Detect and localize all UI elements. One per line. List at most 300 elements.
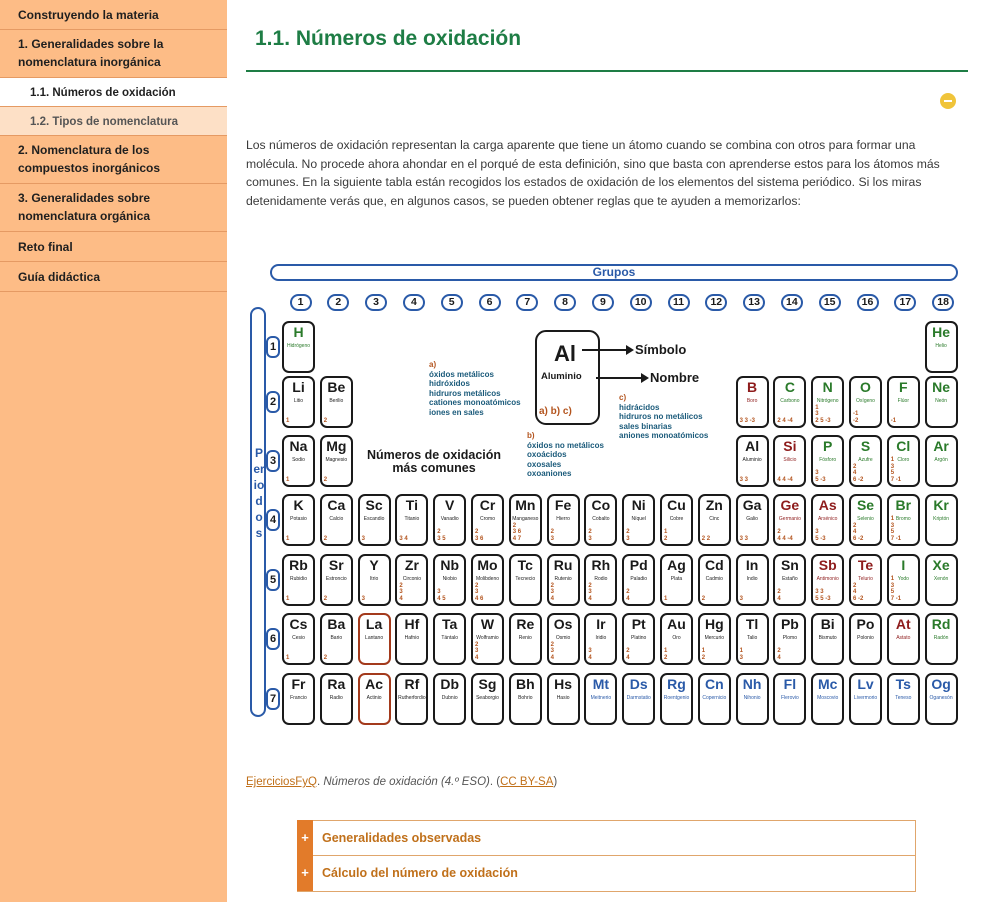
element-oxidation-states: 2	[323, 595, 328, 602]
element-oxidation-states: 3 3	[739, 535, 748, 542]
element-name: Dubnio	[441, 695, 458, 701]
group-number: 6	[479, 294, 501, 311]
element-name: Polonio	[857, 635, 874, 641]
element-symbol: I	[901, 557, 906, 573]
element-symbol: Pd	[629, 557, 648, 573]
element-oxidation-states: 1 3	[739, 648, 743, 661]
element-symbol: Sg	[478, 676, 497, 692]
element-oxidation-states: 1 3 2 5 -3	[815, 404, 831, 424]
element-name: Plata	[670, 576, 683, 582]
element-name: Nitrógeno	[816, 398, 839, 404]
element-oxidation-states: 2 4 6 -2	[853, 522, 864, 542]
element-cell	[811, 435, 844, 487]
element-name: Estroncio	[325, 576, 347, 582]
period-number: 1	[266, 336, 280, 358]
element-oxidation-states: 3	[361, 595, 365, 602]
group-number: 12	[705, 294, 727, 311]
credit-title: Números de oxidación (4.º ESO)	[323, 776, 490, 788]
element-name: Platino	[631, 635, 647, 641]
credit-separator: . (	[489, 776, 501, 788]
note-b	[527, 431, 604, 479]
element-symbol: Og	[931, 676, 951, 692]
note-c-line: aniones monoatómicos	[619, 431, 709, 440]
element-cell	[395, 613, 428, 665]
element-oxidation-states: 3	[361, 535, 365, 542]
element-cell	[471, 673, 504, 725]
element-oxidation-states: 2	[701, 595, 706, 602]
element-oxidation-states: 1 3 5 7 -1	[890, 576, 902, 602]
element-symbol: Db	[440, 676, 460, 692]
element-oxidation-states: 2 4	[777, 589, 781, 602]
element-name: Bismuto	[818, 635, 837, 641]
element-name: Iridio	[595, 635, 607, 641]
element-oxidation-states: 2 3 6	[475, 529, 484, 542]
element-name: Bromo	[895, 516, 911, 522]
element-name: Xenón	[933, 576, 949, 582]
period-number: 2	[266, 391, 280, 413]
sidebar-item-numeros-de-oxidacion[interactable]: 1.1. Números de oxidación	[0, 78, 227, 107]
element-oxidation-states: 1	[286, 417, 290, 424]
element-cell	[811, 613, 844, 665]
element-name: Osmio	[555, 635, 571, 641]
element-oxidation-states: 1	[286, 654, 290, 661]
sidebar-item-construyendo-la-materia[interactable]: Construyendo la materia	[0, 0, 227, 30]
element-cell	[811, 673, 844, 725]
element-symbol: Ca	[327, 497, 346, 513]
element-name: Litio	[293, 398, 304, 404]
element-symbol: Li	[292, 379, 305, 395]
note-b-head: b)	[527, 431, 535, 440]
element-oxidation-states: 3	[739, 595, 743, 602]
element-cell	[547, 613, 580, 665]
element-name: Berilio	[329, 398, 344, 404]
element-oxidation-states: 2 2	[701, 535, 711, 542]
element-cell	[471, 613, 504, 665]
element-symbol: Po	[856, 616, 875, 632]
element-symbol: Lv	[857, 676, 874, 692]
element-cell	[509, 554, 542, 606]
element-symbol: Hs	[554, 676, 573, 692]
element-name: Roentgenio	[663, 695, 690, 701]
element-oxidation-states: 1	[664, 595, 668, 602]
accordion-label[interactable]: Generalidades observadas	[322, 831, 482, 845]
element-symbol: Zr	[404, 557, 419, 573]
element-cell	[887, 673, 920, 725]
element-symbol: W	[480, 616, 495, 632]
element-cell	[736, 494, 769, 546]
element-name: Antimonio	[816, 576, 839, 582]
element-oxidation-states: 3 3 -3	[739, 417, 755, 424]
element-oxidation-states: 1 2	[664, 529, 668, 542]
element-symbol: Y	[369, 557, 379, 573]
element-cell	[320, 376, 353, 428]
symbol-arrow-head	[626, 345, 634, 355]
element-symbol: Si	[783, 438, 797, 454]
element-name: Rodio	[594, 576, 608, 582]
element-oxidation-states: 3 4	[399, 535, 408, 542]
credit-license-link[interactable]: CC BY-SA	[500, 776, 554, 788]
plus-icon[interactable]: +	[297, 820, 313, 856]
groups-header: Grupos	[270, 264, 958, 281]
element-oxidation-states: 1	[286, 595, 290, 602]
group-number: 1	[290, 294, 312, 311]
sidebar-item-reto-final[interactable]: Reto final	[0, 232, 227, 262]
accordion	[297, 820, 916, 892]
element-symbol: Te	[857, 557, 874, 573]
element-name: Escandio	[363, 516, 385, 522]
element-symbol: Ga	[742, 497, 762, 513]
element-symbol: O	[860, 379, 871, 395]
element-cell	[811, 494, 844, 546]
element-cell	[698, 613, 731, 665]
group-number: 16	[857, 294, 879, 311]
element-symbol: Mo	[477, 557, 498, 573]
group-number: 3	[365, 294, 387, 311]
element-oxidation-states: 2 4	[777, 648, 781, 661]
element-cell	[925, 435, 958, 487]
element-oxidation-states: 1 3 5 7 -1	[890, 516, 902, 542]
element-oxidation-states: 2 4 6 -2	[853, 463, 864, 483]
element-symbol: Ge	[780, 497, 800, 513]
element-oxidation-states: 1	[286, 476, 290, 483]
example-oxidation-keys: a) b) c)	[539, 406, 572, 417]
element-name: Argón	[934, 457, 948, 463]
element-oxidation-states: 2 3	[588, 529, 592, 542]
sidebar-item-nomenclatura-compuestos-inorganicos[interactable]: 2. Nomenclatura de los compuestos inorgánicos	[0, 136, 227, 184]
element-name: Manganeso	[512, 516, 539, 522]
element-symbol: Mg	[326, 438, 347, 454]
element-name: Hafnio	[404, 635, 420, 641]
element-cell	[773, 376, 806, 428]
element-name: Seaborgio	[476, 695, 499, 701]
element-name: Arsénico	[817, 516, 838, 522]
element-cell	[925, 554, 958, 606]
element-name: Cinc	[709, 516, 720, 522]
element-symbol: As	[818, 497, 837, 513]
element-symbol: K	[293, 497, 304, 513]
element-symbol: Ir	[596, 616, 606, 632]
element-cell	[925, 321, 958, 373]
accordion-item-generalidades[interactable]	[297, 820, 916, 856]
element-oxidation-states: 2	[323, 417, 328, 424]
element-name: Germanio	[778, 516, 801, 522]
element-name: Estaño	[782, 576, 798, 582]
element-cell	[547, 673, 580, 725]
element-symbol: Ta	[442, 616, 458, 632]
element-cell	[736, 554, 769, 606]
element-symbol: Ru	[553, 557, 573, 573]
element-symbol: In	[745, 557, 759, 573]
element-cell	[320, 554, 353, 606]
group-number: 4	[403, 294, 425, 311]
element-cell	[358, 494, 391, 546]
element-name: Selenio	[857, 516, 874, 522]
element-oxidation-states: 3 3	[739, 476, 748, 483]
symbol-label: Símbolo	[635, 342, 687, 357]
element-symbol: N	[822, 379, 833, 395]
sidebar-item-guia-didactica[interactable]: Guía didáctica	[0, 262, 227, 292]
element-name: Fósforo	[819, 457, 837, 463]
element-name: Oxígeno	[856, 398, 875, 404]
credit-separator: )	[553, 776, 558, 788]
sidebar	[0, 0, 227, 902]
element-cell	[660, 554, 693, 606]
element-cell	[811, 376, 844, 428]
element-name: Renio	[518, 635, 532, 641]
element-symbol: Cd	[704, 557, 724, 573]
credit-author-link[interactable]: EjerciciosFyQ	[246, 776, 317, 788]
element-symbol: Se	[856, 497, 875, 513]
element-symbol: Sb	[818, 557, 837, 573]
element-symbol: Ra	[327, 676, 346, 692]
element-name: Lantano	[365, 635, 384, 641]
element-name: Oro	[672, 635, 681, 641]
element-name: Calcio	[329, 516, 344, 522]
element-name: Nihonio	[743, 695, 761, 701]
note-a-line: hidruros metálicos	[429, 388, 501, 398]
element-name: Vanadio	[440, 516, 459, 522]
element-symbol: Tc	[517, 557, 533, 573]
element-cell	[358, 554, 391, 606]
sidebar-item-generalidades-nomenclatura-inorganica[interactable]: 1. Generalidades sobre la nomenclatura inorgánica	[0, 30, 227, 78]
note-a-line: hidróxidos	[429, 379, 470, 388]
element-name: Astato	[896, 635, 911, 641]
element-cell	[773, 613, 806, 665]
element-oxidation-states: 3 3 5 5 -3	[815, 589, 831, 602]
element-oxidation-states: 3 4 5	[437, 589, 446, 602]
element-cell	[358, 613, 391, 665]
element-name: Tecnecio	[515, 576, 536, 582]
element-cell	[736, 613, 769, 665]
element-name: Indio	[746, 576, 758, 582]
period-number: 6	[266, 628, 280, 650]
element-oxidation-states: 1 2	[664, 648, 668, 661]
element-cell	[887, 554, 920, 606]
element-oxidation-states: 2 4 4 -4	[777, 529, 793, 542]
element-name: Francio	[290, 695, 307, 701]
element-name: Radón	[933, 635, 949, 641]
note-c-line: hidrácidos	[619, 402, 660, 412]
element-symbol: Fr	[291, 676, 306, 692]
element-cell	[698, 673, 731, 725]
element-name: Itrio	[369, 576, 379, 582]
element-name: Galio	[746, 516, 758, 522]
element-oxidation-states: -1 -2	[853, 411, 859, 424]
note-c-line: sales binarias	[619, 421, 672, 431]
element-name: Actinio	[366, 695, 382, 701]
element-oxidation-states: -1	[890, 417, 897, 424]
element-symbol: Ne	[932, 379, 951, 395]
element-oxidation-states: 2 3 4	[550, 641, 554, 661]
element-oxidation-states: 2 4 6 -2	[853, 582, 864, 602]
element-oxidation-states: 2 3 5	[437, 529, 446, 542]
note-a-head: a)	[429, 360, 437, 369]
element-symbol: Co	[591, 497, 611, 513]
element-name: Helio	[935, 343, 947, 349]
element-symbol: Na	[289, 438, 308, 454]
element-symbol: Ni	[631, 497, 646, 513]
element-cell	[433, 494, 466, 546]
element-cell	[320, 494, 353, 546]
element-symbol: Ac	[365, 676, 384, 692]
element-cell	[584, 494, 617, 546]
note-c-line: hidruros no metálicos	[619, 412, 703, 421]
element-name: Oganesón	[929, 695, 953, 701]
element-cell	[395, 673, 428, 725]
element-symbol: Ag	[667, 557, 686, 573]
element-symbol: Ba	[327, 616, 346, 632]
element-cell	[849, 673, 882, 725]
element-symbol: Tl	[745, 616, 759, 632]
element-oxidation-states: 3 4	[588, 648, 592, 661]
element-symbol: Hg	[704, 616, 724, 632]
element-cell	[622, 673, 655, 725]
element-name: Darmstatio	[626, 695, 651, 701]
element-name: Cadmio	[705, 576, 723, 582]
element-cell	[736, 376, 769, 428]
element-symbol: Br	[895, 497, 912, 513]
element-name: Bario	[330, 635, 343, 641]
element-symbol: S	[860, 438, 871, 454]
note-a-line: óxidos metálicos	[429, 369, 494, 379]
element-cell	[433, 554, 466, 606]
plus-icon[interactable]: +	[297, 855, 313, 891]
element-cell	[698, 554, 731, 606]
element-oxidation-states: 2 3 4	[475, 641, 479, 661]
periods-label: Periodos	[253, 446, 265, 540]
element-symbol: Sc	[365, 497, 383, 513]
element-name: Meitnerio	[590, 695, 612, 701]
element-name: Aluminio	[742, 457, 762, 463]
element-symbol: Cs	[289, 616, 308, 632]
note-a-line: cationes monoatómicos	[429, 398, 521, 407]
element-symbol: Al	[745, 438, 760, 454]
element-name: Molibdeno	[475, 576, 500, 582]
sidebar-item-tipos-de-nomenclatura[interactable]: 1.2. Tipos de nomenclatura	[0, 107, 227, 136]
sidebar-item-generalidades-nomenclatura-organica[interactable]: 3. Generalidades sobre nomenclatura orgánica	[0, 184, 227, 232]
symbol-arrow-line	[582, 349, 627, 351]
element-name: Livermorio	[853, 695, 878, 701]
group-number: 7	[516, 294, 538, 311]
element-symbol: Bh	[515, 676, 535, 692]
element-symbol: La	[365, 616, 383, 632]
element-oxidation-states: 2 3	[626, 529, 630, 542]
element-cell	[887, 376, 920, 428]
element-name: Mercurio	[704, 635, 725, 641]
element-name: Hidrógeno	[286, 343, 311, 349]
element-name: Rutherfordio	[398, 695, 426, 701]
title-divider	[246, 70, 968, 72]
element-symbol: Nb	[440, 557, 460, 573]
element-cell	[622, 613, 655, 665]
element-oxidation-states: 3 5 -3	[815, 529, 826, 542]
element-cell	[547, 554, 580, 606]
element-name: Potasio	[290, 516, 307, 522]
element-name: Telurio	[858, 576, 873, 582]
element-symbol: B	[747, 379, 758, 395]
page-title: 1.1. Números de oxidación	[255, 27, 522, 50]
element-cell	[887, 435, 920, 487]
element-cell	[395, 554, 428, 606]
element-name: Bohrio	[518, 695, 533, 701]
element-cell	[509, 494, 542, 546]
element-cell	[849, 494, 882, 546]
element-name: Neón	[935, 398, 948, 404]
element-cell	[433, 613, 466, 665]
element-symbol: Nh	[742, 676, 762, 692]
group-number: 15	[819, 294, 841, 311]
element-cell	[773, 435, 806, 487]
element-oxidation-states: 2	[323, 476, 328, 483]
element-cell	[547, 494, 580, 546]
element-oxidation-states: 2	[323, 535, 328, 542]
element-oxidation-states: 2 3 4 6	[475, 582, 484, 602]
note-c	[619, 393, 708, 441]
element-name: Silicio	[783, 457, 797, 463]
element-name: Cobalto	[592, 516, 610, 522]
element-name: Cesio	[292, 635, 305, 641]
name-arrow-head	[641, 373, 649, 383]
element-cell	[736, 673, 769, 725]
note-a-line: iones en sales	[429, 407, 484, 417]
element-name: Hasio	[556, 695, 570, 701]
element-oxidation-states: 3 5 -3	[815, 470, 826, 483]
element-oxidation-states: 1 3 5 7 -1	[890, 457, 902, 483]
element-cell	[849, 435, 882, 487]
element-symbol: Zn	[705, 497, 723, 513]
element-symbol: Sn	[780, 557, 799, 573]
element-symbol: Pt	[631, 616, 646, 632]
element-name: Níquel	[631, 516, 646, 522]
collapse-minus-icon[interactable]	[940, 93, 956, 109]
period-number: 7	[266, 688, 280, 710]
element-symbol: He	[932, 324, 951, 340]
element-symbol: Rd	[931, 616, 951, 632]
element-symbol: Hf	[404, 616, 420, 632]
element-cell	[660, 613, 693, 665]
element-name: Moscovio	[817, 695, 839, 701]
element-cell	[320, 613, 353, 665]
element-name: Paladio	[630, 576, 648, 582]
element-cell	[773, 673, 806, 725]
element-symbol: Xe	[932, 557, 950, 573]
accordion-item-calculo[interactable]	[297, 856, 916, 892]
note-a	[429, 360, 521, 417]
element-symbol: H	[293, 324, 304, 340]
element-name: Flúor	[897, 398, 909, 404]
element-cell	[358, 673, 391, 725]
element-symbol: Rh	[591, 557, 611, 573]
accordion-label[interactable]: Cálculo del número de oxidación	[322, 866, 518, 880]
element-cell	[660, 494, 693, 546]
example-symbol: Al	[554, 341, 576, 366]
element-name: Azufre	[858, 457, 873, 463]
element-name: Plomo	[782, 635, 797, 641]
period-number: 5	[266, 569, 280, 591]
element-name: Rutenio	[554, 576, 572, 582]
element-cell	[925, 673, 958, 725]
element-symbol: Ts	[895, 676, 911, 692]
element-oxidation-states: 2	[323, 654, 328, 661]
element-name: Cromo	[479, 516, 495, 522]
element-name: Boro	[746, 398, 758, 404]
element-oxidation-states: 2 3	[550, 529, 554, 542]
element-name: Flerovio	[780, 695, 799, 701]
element-cell	[320, 435, 353, 487]
note-b-line: oxoácidos	[527, 450, 567, 459]
element-cell	[773, 554, 806, 606]
element-oxidation-states: 1 2	[701, 648, 706, 661]
